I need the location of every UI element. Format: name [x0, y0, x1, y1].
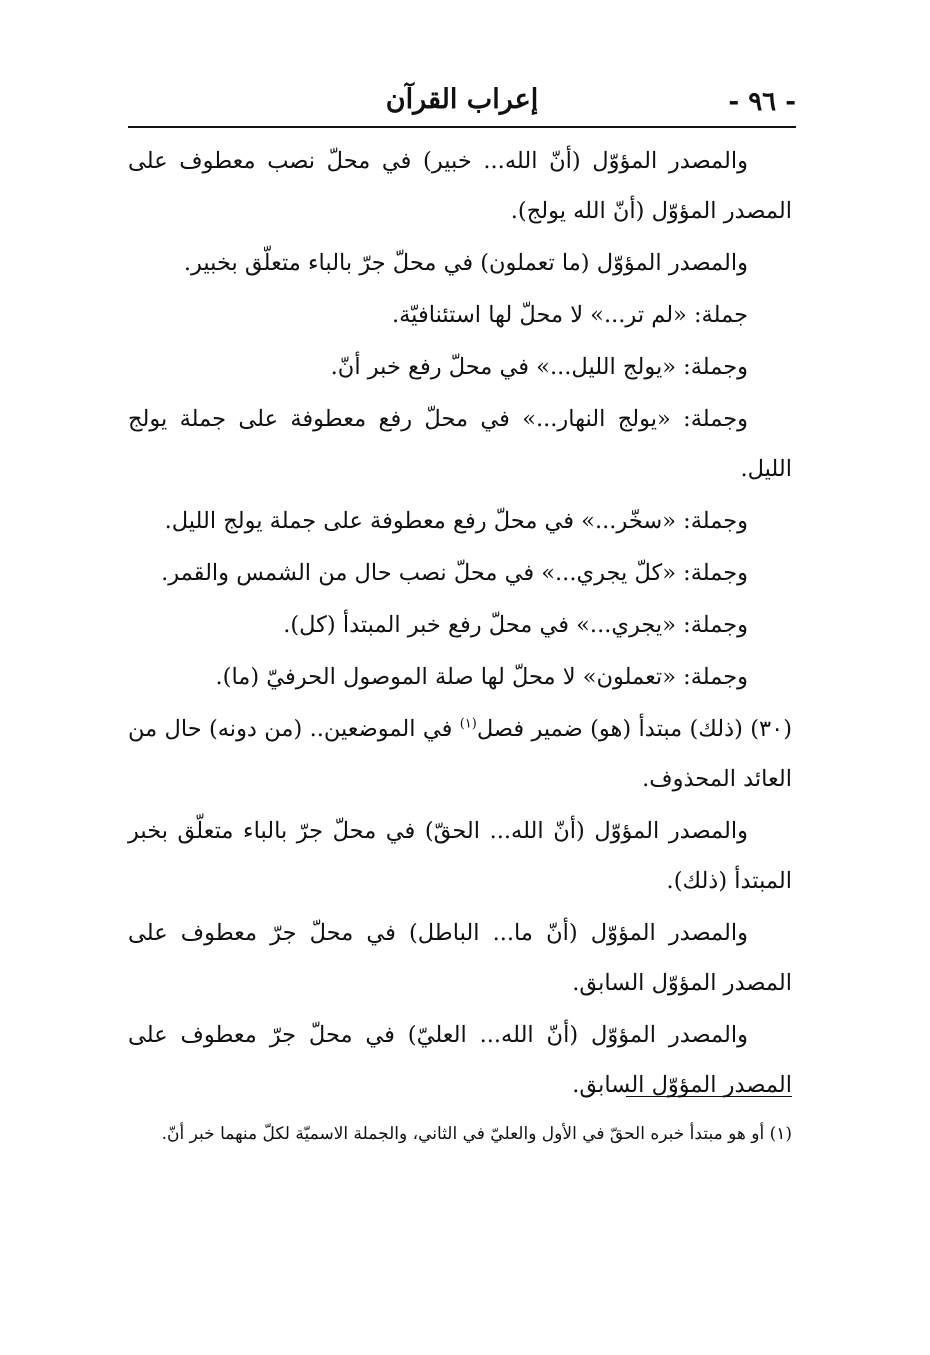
paragraph: وجملة: «سخّر...» في محلّ رفع معطوفة على جملة يولج الليل.	[164, 508, 748, 534]
paragraph: وجملة: «يولج الليل...» في محلّ رفع خبر أنّ.	[330, 354, 748, 380]
paragraph: وجملة: «يولج النهار...» في محلّ رفع معطوفة على جملة يولج الليل.	[128, 406, 792, 482]
footnote-reference[interactable]: (١)	[459, 716, 477, 732]
verse-30-paragraph	[128, 704, 792, 804]
paragraph: والمصدر المؤوّل (أنّ الله... خبير) في محلّ نصب معطوف على المصدر المؤوّل (أنّ الله يولج).	[128, 148, 792, 224]
page-number: - ٩٦ -	[728, 87, 796, 117]
verse-30-text: (٣٠) (ذلك) مبتدأ (هو) ضمير فصل	[476, 716, 792, 742]
paragraph: والمصدر المؤوّل (أنّ الله... العليّ) في محلّ جرّ معطوف على المصدر المؤوّل السابق.	[128, 1022, 792, 1098]
paragraph: وجملة: «كلّ يجري...» في محلّ نصب حال من الشمس والقمر.	[161, 560, 748, 586]
footnote: (١) أو هو مبتدأ خبره الحقّ في الأول والعليّ في الثاني، والجملة الاسميّة لكلّ منهما خبر أنّ.	[161, 1124, 792, 1144]
paragraph: والمصدر المؤوّل (أنّ الله... الحقّ) في محلّ جرّ بالباء متعلّق بخبر المبتدأ (ذلك).	[128, 818, 792, 894]
header-rule	[128, 126, 796, 128]
paragraph: وجملة: «تعملون» لا محلّ لها صلة الموصول الحرفيّ (ما).	[215, 664, 748, 690]
paragraph: والمصدر المؤوّل (ما تعملون) في محلّ جرّ بالباء متعلّق بخبير.	[183, 250, 748, 276]
paragraph: جملة: «لم تر...» لا محلّ لها استئنافيّة.	[391, 302, 748, 328]
paragraph: والمصدر المؤوّل (أنّ ما... الباطل) في محلّ جرّ معطوف على المصدر المؤوّل السابق.	[128, 920, 792, 996]
main-text	[128, 136, 792, 1112]
verse-30-text-cont: في الموضعين.. (من دونه) حال من العائد المحذوف.	[128, 716, 792, 792]
running-title: إعراب القرآن	[385, 84, 539, 115]
footnote-rule	[626, 1096, 792, 1097]
paragraph: وجملة: «يجري...» في محلّ رفع خبر المبتدأ (كل).	[283, 612, 748, 638]
page-header	[128, 78, 796, 122]
